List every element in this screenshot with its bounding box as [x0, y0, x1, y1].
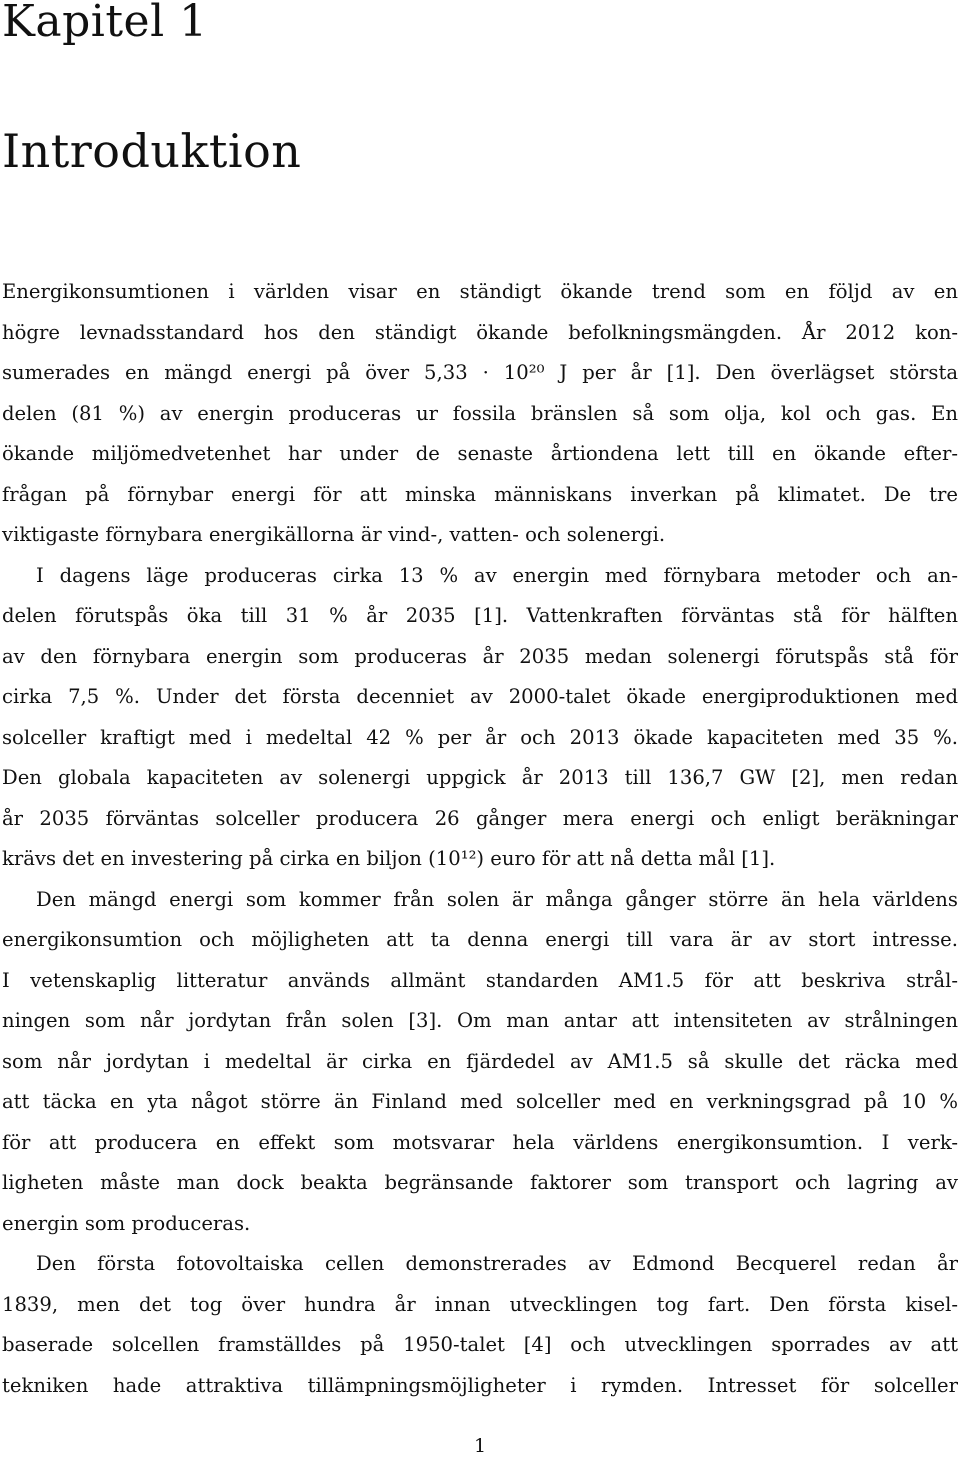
text-line: Den första fotovoltaiska cellen demonstrerades av Edmond Becquerel redan år: [36, 1252, 958, 1275]
text-line: sumerades en mängd energi på över 5,33 · 10²⁰ J per år [1]. Den överlägset största: [2, 361, 958, 384]
text-line: delen (81 %) av energin produceras ur fossila bränslen så som olja, kol och gas. En: [2, 401, 958, 425]
body-text: [2, 272, 958, 1406]
text-line: ningen som når jordytan från solen [3]. Om man antar att intensiteten av strålningen: [2, 1009, 958, 1032]
text-line: viktigaste förnybara energikällorna är vind-, vatten- och solenergi.: [2, 523, 666, 546]
text-line: delen förutspås öka till 31 % år 2035 [1]. Vattenkraften förväntas stå för hälften: [2, 604, 958, 627]
text-line: Energikonsumtionen i världen visar en ständigt ökande trend som en följd av en: [2, 280, 958, 303]
text-line: som når jordytan i medeltal är cirka en fjärdedel av AM1.5 så skulle det räcka med: [2, 1049, 958, 1073]
text-line: I dagens läge produceras cirka 13 % av energin med förnybara metoder och an-: [36, 563, 958, 587]
text-line: energin som produceras.: [2, 1211, 251, 1235]
text-line: högre levnadsstandard hos den ständigt ökande befolkningsmängden. År 2012 kon-: [2, 320, 958, 344]
text-line: frågan på förnybar energi för att minska människans inverkan på klimatet. De tre: [2, 482, 958, 506]
text-line: energikonsumtion och möjligheten att ta denna energi till vara är av stort intresse.: [2, 928, 958, 951]
text-line: tekniken hade attraktiva tillämpningsmöjligheter i rymden. Intresset för solceller: [2, 1373, 958, 1397]
chapter-title: Introduktion: [2, 124, 302, 178]
page-number: 1: [473, 1435, 487, 1457]
text-line: av den förnybara energin som produceras år 2035 medan solenergi förutspås stå för: [2, 644, 958, 668]
text-line: krävs det en investering på cirka en biljon (10¹²) euro för att nå detta mål [1].: [2, 847, 776, 870]
text-line: år 2035 förväntas solceller producera 26 gånger mera energi och enligt beräkningar: [2, 806, 958, 830]
text-line: I vetenskaplig litteratur används allmänt standarden AM1.5 för att beskriva strål-: [2, 968, 958, 992]
text-line: Den mängd energi som kommer från solen är många gånger större än hela världens: [36, 887, 958, 911]
text-line: baserade solcellen framställdes på 1950-talet [4] och utvecklingen sporrades av att: [2, 1333, 958, 1356]
chapter-label: Kapitel 1: [2, 0, 208, 47]
text-line: 1839, men det tog över hundra år innan utvecklingen tog fart. Den första kisel-: [2, 1292, 958, 1316]
text-line: cirka 7,5 %. Under det första decenniet av 2000-talet ökade energiproduktionen med: [2, 685, 958, 708]
text-line: solceller kraftigt med i medeltal 42 % per år och 2013 ökade kapaciteten med 35 %.: [2, 725, 958, 749]
text-line: ligheten måste man dock beakta begränsande faktorer som transport och lagring av: [2, 1171, 958, 1194]
text-line: för att producera en effekt som motsvarar hela världens energikonsumtion. I verk-: [2, 1130, 958, 1154]
text-line: att täcka en yta något större än Finland med solceller med en verkningsgrad på 10 %: [2, 1090, 958, 1113]
text-line: ökande miljömedvetenhet har under de senaste årtiondena lett till en ökande efter-: [2, 442, 958, 465]
text-line: Den globala kapaciteten av solenergi uppgick år 2013 till 136,7 GW [2], men redan: [2, 766, 958, 789]
